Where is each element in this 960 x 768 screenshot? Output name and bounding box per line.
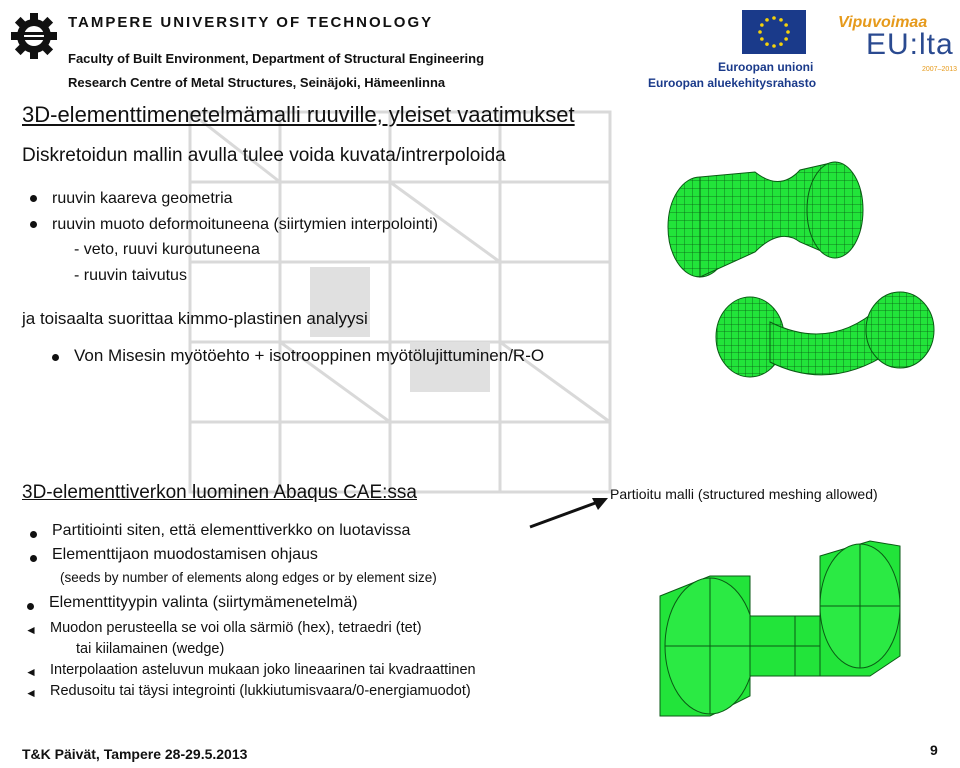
- eu-union-label: Euroopan unioni: [718, 60, 814, 74]
- eu-star-icon: [758, 30, 762, 34]
- university-name: TAMPERE UNIVERSITY OF TECHNOLOGY: [68, 14, 434, 31]
- vipuvoimaa-logo-text: Vipuvoimaa: [838, 14, 928, 31]
- element-type-list: [25, 620, 476, 704]
- list-item: ruuvin kaareva geometria: [52, 186, 438, 212]
- analysis-statement: ja toisaalta suorittaa kimmo-plastinen analyysi: [22, 309, 368, 328]
- eu-star-icon: [760, 37, 764, 41]
- list-item: ◄ Redusoitu tai täysi integrointi (lukkiutumisvaara/0-energiamuodot): [25, 683, 471, 700]
- page-number: 9: [930, 742, 938, 758]
- material-model-item: Von Misesin myötöehto + isotrooppinen myötölujittuminen/R-O: [74, 346, 544, 366]
- left-triangle-icon: ◄: [25, 623, 37, 637]
- list-item: (seeds by number of elements along edges or by element size): [60, 570, 437, 585]
- research-centre: Research Centre of Metal Structures, Seinäjoki, Hämeenlinna: [68, 75, 446, 90]
- eu-star-icon: [786, 30, 790, 34]
- eu-star-icon: [765, 42, 769, 46]
- list-item: Elementtityypin valinta (siirtymämenetelmä): [49, 594, 434, 618]
- bullet-icon: [30, 195, 37, 202]
- eu-star-icon: [765, 18, 769, 22]
- eu-star-icon: [760, 23, 764, 27]
- list-item: - veto, ruuvi kuroutuneena: [74, 241, 260, 258]
- list-item: - ruuvin taivutus: [74, 266, 187, 284]
- slide-subtitle: Diskretoidun mallin avulla tulee voida kuvata/intrerpoloida: [22, 145, 506, 166]
- mesh-caption: Partioitu malli (structured meshing allowed): [610, 486, 878, 502]
- bullet-icon: [27, 603, 34, 610]
- meshing-steps-list: [49, 522, 437, 618]
- section-heading: 3D-elementtiverkon luominen Abaqus CAE:ssa: [22, 482, 417, 503]
- eu-star-icon: [779, 42, 783, 46]
- university-gear-logo: [8, 10, 60, 62]
- bent-bolt-mesh-image: [710, 282, 942, 404]
- partitioned-bolt-model-image: [640, 506, 916, 726]
- eu-star-icon: [772, 44, 776, 48]
- list-item: ◄ Interpolaation asteluvun mukaan joko lineaarinen tai kvadraattinen: [25, 662, 476, 679]
- left-triangle-icon: ◄: [25, 686, 37, 700]
- bullet-icon: [30, 221, 37, 228]
- left-triangle-icon: ◄: [25, 665, 37, 679]
- eulta-logo-text: EU:lta: [866, 28, 954, 61]
- geometry-requirements-list: [52, 186, 438, 288]
- eu-star-icon: [784, 37, 788, 41]
- necked-bolt-mesh-image: [660, 132, 876, 288]
- slide-title: 3D-elementtimenetelmämalli ruuville, yleiset vaatimukset: [22, 102, 575, 127]
- eu-fund-label: Euroopan aluekehitysrahasto: [648, 76, 817, 90]
- eu-flag-logo: [742, 10, 806, 54]
- eu-star-icon: [779, 18, 783, 22]
- eu-star-icon: [784, 23, 788, 27]
- bullet-icon: [30, 555, 37, 562]
- eu-star-icon: [772, 16, 776, 20]
- faculty-name: Faculty of Built Environment, Department of Structural Engineering: [68, 51, 485, 66]
- list-item: Partitiointi siten, että elementtiverkko on luotavissa: [52, 522, 437, 546]
- footer-event: T&K Päivät, Tampere 28-29.5.2013: [22, 746, 248, 762]
- arrow-icon: [528, 494, 610, 530]
- list-item: Elementtijaon muodostamisen ohjaus: [52, 546, 437, 570]
- eulta-years: 2007–2013: [922, 66, 958, 73]
- list-item: ruuvin muoto deformoituneena (siirtymien interpolointi): [52, 212, 438, 238]
- list-item: tai kiilamainen (wedge): [76, 641, 225, 657]
- list-item: ◄ Muodon perusteella se voi olla särmiö (hex), tetraedri (tet): [25, 620, 422, 637]
- bullet-icon: [52, 354, 59, 361]
- bullet-icon: [30, 531, 37, 538]
